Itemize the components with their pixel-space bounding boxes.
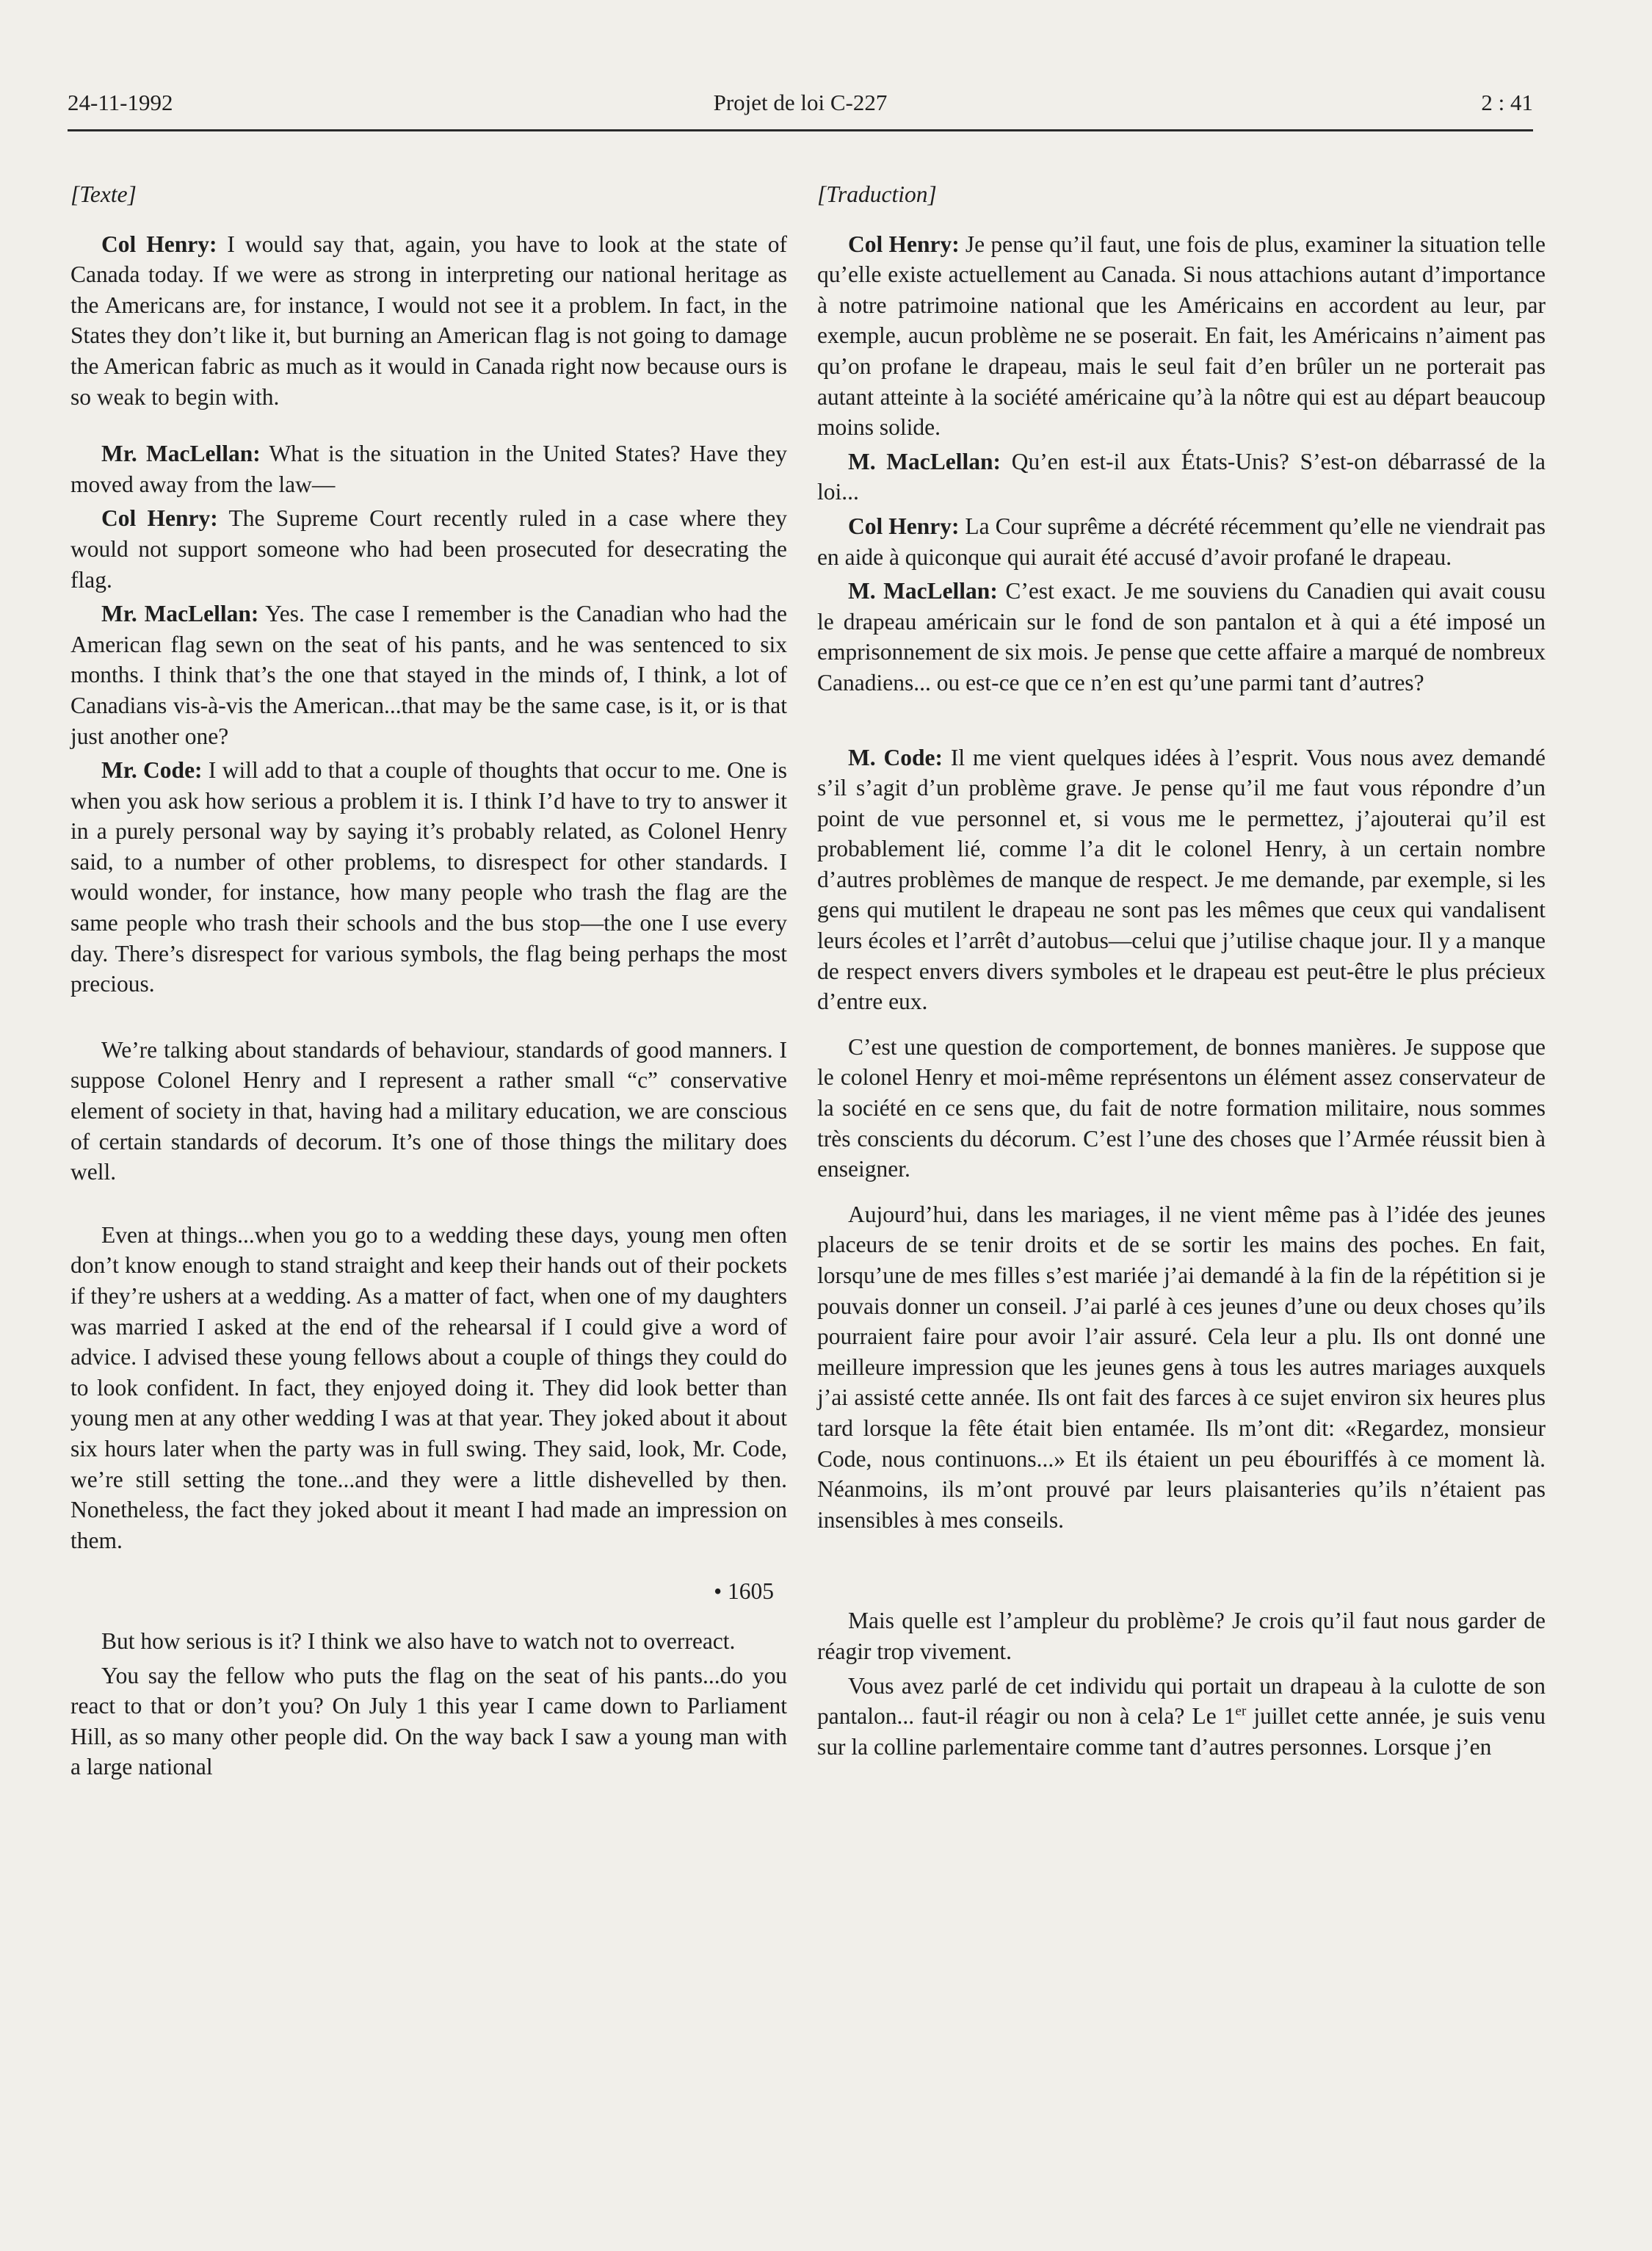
paragraph [70,1626,787,1657]
paragraph [817,742,1546,1017]
speaker-name: Col Henry: [101,505,218,532]
paragraph [70,1220,787,1556]
paragraph [817,229,1546,443]
paragraph-text: La Cour suprême a décrété récemment qu’elle ne viendrait pas en aide à quiconque qui aurait été accusé d’avoir profané le drapeau. [817,513,1546,570]
paragraph [817,1671,1546,1763]
french-column [817,179,1546,1766]
paragraph [70,755,787,1000]
speaker-name: Mr. MacLellan: [101,441,261,467]
paragraph [817,511,1546,572]
paragraph-text: Yes. The case I remember is the Canadian who had the American flag sewn on the seat of his pants, and he was sentenced to six months. I think that’s the one that stayed in the minds of, I think, a lot of Canadians vis-à-vis the American...that may be the same case, is it, or is that just another one? [70,601,787,749]
paragraph [817,1199,1546,1536]
speaker-name: Mr. Code: [101,757,203,784]
paragraph-text: Qu’en est-il aux États-Unis? S’est-on débarrassé de la loi... [817,448,1546,505]
paragraph [817,576,1546,698]
paragraph-text: You say the fellow who puts the flag on the seat of his pants...do you react to that or don’t you? On July 1 this year I came down to Parliament Hill, as so many other people did. On the way back I saw a young man with a large national [70,1662,787,1780]
speaker-name: Col Henry: [101,231,217,257]
paragraph [70,1661,787,1782]
superscript: er [1235,1703,1247,1719]
paragraph-text: I would say that, again, you have to look at the state of Canada today. If we were as strong in interpreting our national heritage as the Americans are, for instance, I would not see it a problem. In fact, in the States they don’t like it, but burning an American flag is not going to damage the American fabric as much as it would in Canada right now because ours is so weak to begin with. [70,231,787,410]
paragraph [70,599,787,751]
paragraph-text: But how serious is it? I think we also have to watch not to overreact. [101,1627,736,1654]
paragraph [70,229,787,413]
paragraph-text: Even at things...when you go to a wedding these days, young men often don’t know enough to stand straight and keep their hands out of their pockets if they’re ushers at a wedding. As a matter of fact, when one of my daughters was married I asked at the end of the rehearsal if I could give a word of advice. I advised these young fellows about a couple of things they could do to look confident. In fact, they enjoyed doing it. They did look better than young men at any other wedding I was at that year. They joked about it about six hours later when the party was in full swing. They said, look, Mr. Code, we’re still setting the tone...and they were a little dishevelled by then. Nonetheless, the fact they joked about it meant I had made an impression on them. [70,1221,787,1553]
paragraph-text: I will add to that a couple of thoughts that occur to me. One is when you ask how serious a problem it is. I think I’d have to try to answer it in a purely personal way by saying it’s probably related, as Colonel Henry said, to a number of other problems, to disrespect for other standards. I would wonder, for instance, how many people who trash the flag are the same people who trash their schools and the bus stop—the one I use every day. There’s disrespect for various symbols, the flag being perhaps the most precious. [70,757,787,997]
speaker-name: Col Henry: [848,231,960,257]
paragraph [70,1035,787,1188]
speaker-name: M. MacLellan: [848,448,1001,474]
paragraph [70,438,787,499]
header-date: 24-11-1992 [68,90,173,115]
paragraph-text: C’est une question de comportement, de bonnes manières. Je suppose que le colonel Henry et moi-même représentons un élément assez conservateur de la société en ce sens que, du fait de notre formation militaire, nous sommes très conscients du décorum. C’est l’une des choses que l’Armée réussit bien à enseigner. [817,1033,1546,1182]
paragraph-text: The Supreme Court recently ruled in a case where they would not support someone who had been prosecuted for desecrating the flag. [70,505,787,593]
section-label: [Texte] [70,181,137,207]
speaker-name: M. Code: [848,744,943,770]
paragraph-text: Aujourd’hui, dans les mariages, il ne vient même pas à l’idée des jeunes placeurs de se tenir droits et de se sortir les mains des poches. En fait, lorsqu’une de mes filles s’est mariée j’ai demandé à la fin de la répétition si je pouvais donner un conseil. J’ai parlé à ces jeunes d’une ou deux choses qu’ils pourraient faire pour avoir l’air assuré. Cela leur a plu. Ils ont donné une meilleure impression que les jeunes gens à tous les autres mariages auxquels j’ai assisté cette année. Ils ont fait des farces à ce sujet environ six heures plus tard lorsque la fête était bien entamée. Ils m’ont dit: «Regardez, monsieur Code, nous continuons...» Et ils étaient un peu ébouriffés à ce moment là. Néanmoins, ils m’ont prouvé par leurs plaisanteries qu’ils n’étaient pas insensibles à mes conseils. [817,1201,1546,1533]
section-label: [Traduction] [817,181,937,207]
header-title: Projet de loi C-227 [713,90,888,115]
paragraph [817,1605,1546,1666]
paragraph-text: We’re talking about standards of behaviour, standards of good manners. I suppose Colonel Henry and I represent a rather small “c” conservative element of society in that, having had a military education, we are conscious of certain standards of decorum. It’s one of those things the military does well. [70,1036,787,1185]
paragraph-text: Il me vient quelques idées à l’esprit. Vous nous avez demandé s’il s’agit d’un problème grave. Je pense qu’il me faut vous répondre d’un point de vue personnel et, si vous me le permettez, j’ajouterai qu’il est probablement lié, comme l’a dit le colonel Henry, à un certain nombre d’autres problèmes de manque de respect. Je me demande, par exemple, si les gens qui mutilent le drapeau ne sont pas les mêmes que ceux qui vandalisent leurs écoles et l’arrêt d’autobus—celui que j’utilise chaque jour. Il y a manque de respect envers divers symboles et le drapeau est peut-être le plus précieux d’entre eux. [817,744,1546,1015]
speaker-name: M. MacLellan: [848,578,998,604]
speaker-name: Mr. MacLellan: [101,601,259,627]
paragraph-text: Mais quelle est l’ampleur du problème? Je crois qu’il faut nous garder de réagir trop vivement. [817,1608,1546,1664]
header-page-number: 2 : 41 [1481,90,1533,115]
time-marker: • 1605 [714,1578,774,1605]
page-header [68,82,1533,131]
paragraph-text: What is the situation in the United States? Have they moved away from the law— [70,441,787,497]
paragraph-text: Vous avez parlé de cet individu qui portait un drapeau à la culotte de son pantalon... faut-il réagir ou non à cela? Le 1 [817,1672,1546,1730]
paragraph [70,503,787,595]
paragraph-text: juillet cette année, je suis venu sur la colline parlementaire comme tant d’autres personnes. Lorsque j’en [817,1703,1546,1760]
speaker-name: Col Henry: [848,513,960,539]
english-column [70,179,787,1786]
paragraph [817,447,1546,507]
paragraph-text: C’est exact. Je me souviens du Canadien qui avait cousu le drapeau américain sur le fond de son pantalon et à qui a été imposé un emprisonnement de six mois. Je pense que cette affaire a marqué de nombreux Canadiens... ou est-ce que ce n’en est qu’une parmi tant d’autres? [817,578,1546,695]
paragraph [817,1032,1546,1185]
paragraph-text: Je pense qu’il faut, une fois de plus, examiner la situation telle qu’elle existe actuellement au Canada. Si nous attachions autant d’importance à notre patrimoine national que les Américains en accordent au leur, par exemple, aucun problème ne se poserait. En fait, les Américains n’aiment pas qu’on profane le drapeau, mais le seul fait d’en brûler un ne porterait pas autant atteinte à la société américaine qu’à la nôtre qui est au départ beaucoup moins solide. [817,231,1546,441]
